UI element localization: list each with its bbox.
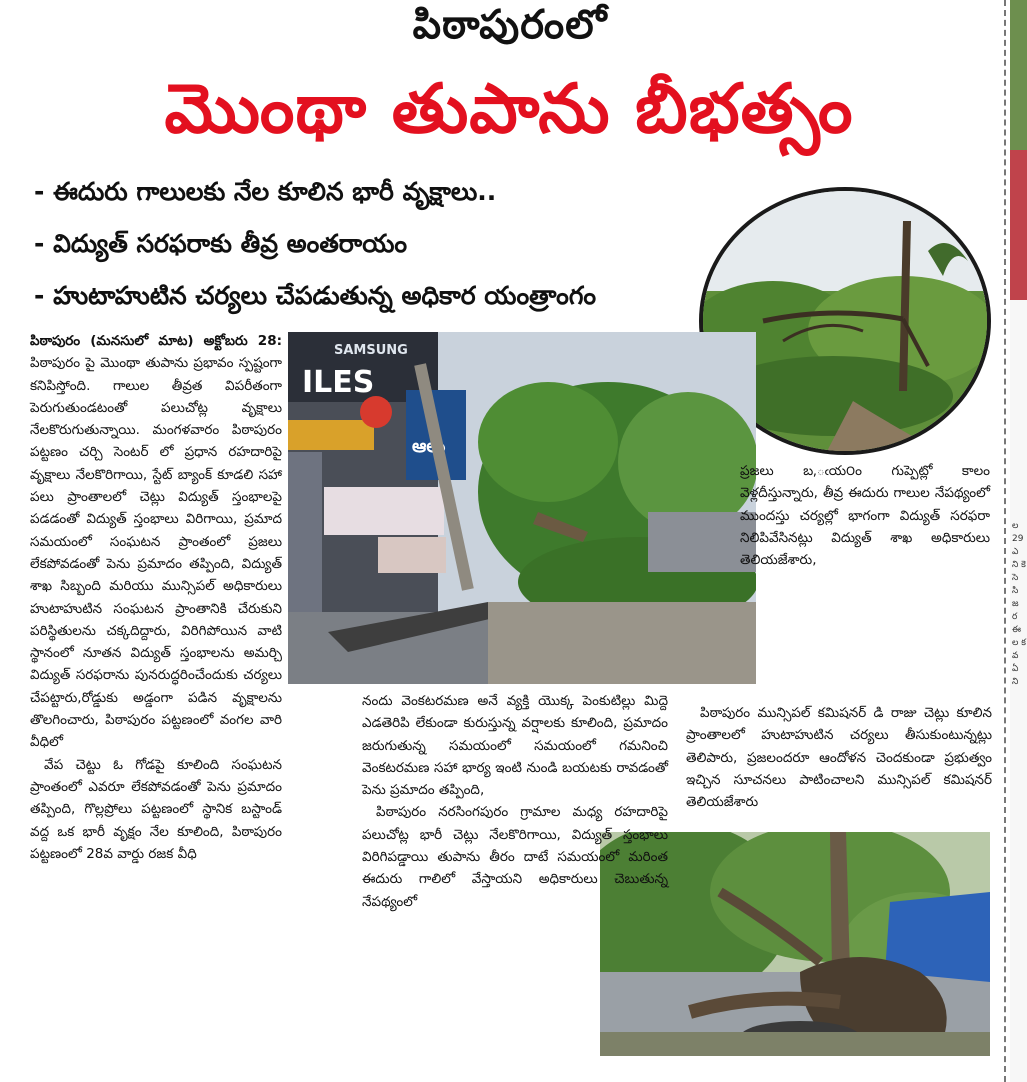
subheadline-item: - విద్యుత్ సరఫరాకు తీవ్ర అంతరాయం xyxy=(34,229,408,258)
article-paragraph: పిఠాపురం పై మొంథా తుపాను ప్రభావం స్పష్టంగా కనిపిస్తోంది. గాలుల తీవ్రత విపరీతంగా పెరుగుతుండటంతో పలుచోట్ల వృక్షాలు నేలకొరుగుతున్నాయి. మంగళవారం పిఠాపురం పట్టణం చర్చి సెంటర్ లో ప్రధాన రహదారిపై వృక్షాలు నేలకొరిగాయి, స్టేట్ బ్యాంక్ కూడలి సహా పలు ప్రాంతాలలో చెట్లు విద్యుత్ స్తంభాలపై పడడంతో విద్యుత్ స్తంభాలు విరిగాయి, ప్రమాద సమయంలో సంఘటన ప్రాంతంలో ప్రజలు లేకపోవడంతో పెను ప్రమాదం తప్పింది, విద్యుత్ శాఖ సిబ్బంది మరియు మున్సిపల్ అధికారులు హుటాహుటిన సంఘటన ప్రాంతానికి చేరుకుని పరిస్థితులను చక్కదిద్దారు, విరిగిపోయిన వాటి స్థానంలో నూతన విద్యుత్ స్తంభాలను అమర్చి విద్యుత్ సరఫరాను పునరుద్ధరించేందుకు చర్యలు చేపట్టారు,రోడ్డుకు అడ్డంగా పడిన వృక్షాలను తొలగించారు, పిఠాపురం పట్టణంలో వంగల వారి వీధిలో xyxy=(30,355,282,751)
subheadline-item: - ఈదురు గాలులకు నేల కూలిన భారీ వృక్షాలు.. xyxy=(34,177,497,206)
article-paragraph: ప్రజలు బ,ఁయ౦ం గుప్పెట్లో కాలం వెళ్లదీస్తున్నారు, తీవ్ర ఈదురు గాలుల నేపథ్యంలో ముందస్తు చర్యల్లో భాగంగా విద్యుత్ సరఫరా నిలిపివేసినట్లు విద్యుత్ శాఖ అధికారులు తెలియజేశారు, xyxy=(740,463,990,569)
kicker-title: పిఠాపురంలో xyxy=(412,2,608,48)
article-paragraph: నందు వెంకటరమణ అనే వ్యక్తి యొక్క పెంకుటిల్లు మిద్దె ఎడతెరిపి లేకుండా కురుస్తున్న వర్షాలకు కూలింది, ప్రమాదం జరుగుతున్న సమయంలో సమయంలో గమనించి వెంకటరమణ సహా భార్య ఇంటి నుండి బయటకు రావడంతో పెను ప్రమాదం తప్పింది, xyxy=(362,693,668,799)
shop-sign-text: ILES xyxy=(302,365,375,400)
shop-sign-text: ఆలు xyxy=(412,436,446,457)
article-paragraph: వేప చెట్టు ఓ గోడపై కూలింది సంఘటన ప్రాంతంలో ఎవరూ లేకపోవడంతో పెను ప్రమాదం తప్పింది, గొల్లప్రోలు పట్టణంలో స్థానిక బస్టాండ్ వద్ద ఒక భారీ వృక్షం నేల కూలింది, పిఠాపురం పట్టణంలో 28వ వార్డు రజక వీధి xyxy=(30,756,282,862)
article-column-2 xyxy=(362,690,668,913)
article-paragraph: పిఠాపురం మున్సిపల్ కమిషనర్ డి రాజు చెట్లు కూలిన ప్రాంతాలలో హుటాహుటిన చర్యలు తీసుకుంటున్నట్లు తెలిపారు, ప్రజలందరూ ఆందోళన చెందకుండా ప్రభుత్వం ఇచ్చిన సూచనలు పాటించాలని మున్సిపల్ కమిషనర్ తెలియజేశారు xyxy=(686,705,992,811)
headline: మొంథా తుపాను బీభత్సం xyxy=(164,70,854,149)
shop-sign-text: SAMSUNG xyxy=(334,343,408,358)
article-column-3-top xyxy=(740,460,990,571)
subheadline-item: - హుటాహుటిన చర్యలు చేపడుతున్న అధికార యంత్రాంగం xyxy=(34,281,597,310)
adjacent-photo xyxy=(1010,150,1027,300)
adjacent-text-fragment: ల 29 ఎ ని కె సె సి జ ర ఈ ల క వ ఏ ని xyxy=(1012,521,1026,687)
main-photo-street-fallen-tree xyxy=(288,332,756,684)
article-paragraph: పిఠాపురం నరసింగపురం గ్రామాల మధ్య రహదారిపై పలుచోట్ల భారీ చెట్లు నేలకొరిగాయి, విద్యుత్ స్తంభాలు విరిగిపడ్డాయి తుపాను తీరం దాటే సమయంలో మరింత ఈదురు గాలిలో వేస్తాయని అధికారులు చెబుతున్న నేపథ్యంలో xyxy=(362,804,668,910)
adjacent-article-strip xyxy=(1010,0,1027,1082)
column-divider xyxy=(1004,0,1006,1082)
article-column-1 xyxy=(30,330,282,865)
dateline: పిఠాపురం (మనసులో మాట) అక్టోబరు 28: xyxy=(30,333,282,349)
subheadline-list xyxy=(34,172,694,328)
article-column-3-bottom xyxy=(686,702,992,813)
